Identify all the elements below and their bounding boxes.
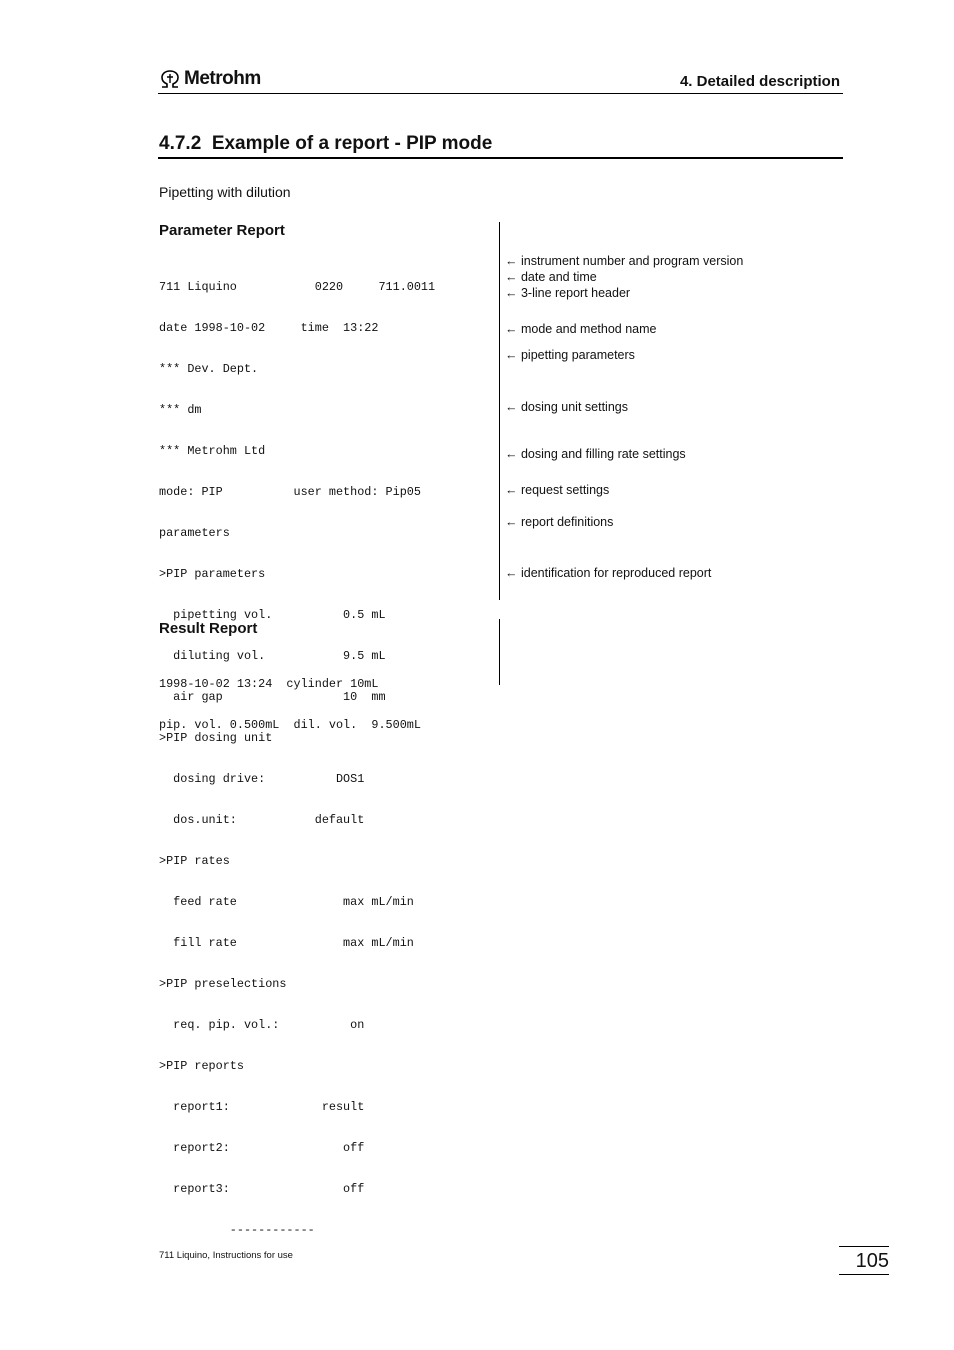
report-line: fill rate max mL/min <box>159 935 414 950</box>
report-line: *** dm <box>159 403 202 418</box>
report-line: report3: off <box>159 1181 365 1196</box>
section-title: 4.7.2 Example of a report - PIP mode <box>159 133 493 154</box>
report-annotation-divider <box>499 222 500 600</box>
report-line: 711 Liquino 0220 711.0011 <box>159 280 436 295</box>
report-line: >PIP rates <box>159 853 230 868</box>
footer-document-title: 711 Liquino, Instructions for use <box>159 1250 293 1261</box>
report-line: dos.unit: default <box>159 812 365 827</box>
report-line: >PIP parameters <box>159 567 266 582</box>
header-divider <box>158 93 843 94</box>
annotation-reproduced-report: ← identification for reproduced report <box>505 566 712 580</box>
annotation-rates: ← dosing and filling rate settings <box>505 447 686 461</box>
report-line: >PIP reports <box>159 1058 244 1073</box>
report-line: *** Metrohm Ltd <box>159 444 266 459</box>
section-divider <box>158 157 843 159</box>
report-line: air gap 10 mm <box>159 690 386 704</box>
report-line: dosing drive: DOS1 <box>159 771 365 786</box>
report-line: date 1998-10-02 time 13:22 <box>159 321 379 336</box>
annotation-instrument: ← instrument number and program version <box>505 254 744 268</box>
omega-logo-icon <box>159 69 181 89</box>
parameter-report-heading: Parameter Report <box>159 222 285 239</box>
annotation-date-time: ← date and time <box>505 270 597 284</box>
result-report-printout <box>159 651 421 747</box>
logo-text: Metrohm <box>184 68 261 89</box>
report-line: diluting vol. 9.5 mL <box>159 649 386 664</box>
page-number: 105 <box>839 1246 889 1275</box>
chapter-title: 4. Detailed description <box>679 73 840 90</box>
report-line: feed rate max mL/min <box>159 894 414 909</box>
report-line: 1998-10-02 13:24 cylinder 10mL <box>159 677 379 692</box>
report-line: ------------ <box>159 1222 315 1237</box>
report-line: >PIP preselections <box>159 976 287 991</box>
annotation-mode-method: ← mode and method name <box>505 322 657 336</box>
annotation-request-settings: ← request settings <box>505 483 610 497</box>
result-report-divider <box>499 619 500 685</box>
report-line: *** Dev. Dept. <box>159 362 259 377</box>
section-subtitle: Pipetting with dilution <box>159 184 291 200</box>
annotation-report-header: ← 3-line report header <box>505 286 631 300</box>
annotation-dosing-unit: ← dosing unit settings <box>505 400 628 414</box>
report-line: pip. vol. 0.500mL dil. vol. 9.500mL <box>159 718 421 733</box>
parameter-report-printout <box>159 254 435 1251</box>
report-line: mode: PIP user method: Pip05 <box>159 485 421 500</box>
result-report-heading: Result Report <box>159 620 258 637</box>
report-line: req. pip. vol.: on <box>159 1017 365 1032</box>
report-line: >PIP dosing unit <box>159 730 273 745</box>
report-line: parameters <box>159 526 230 541</box>
report-line: report1: result <box>159 1099 365 1114</box>
report-line: pipetting vol. 0.5 mL <box>159 608 386 623</box>
annotation-report-definitions: ← report definitions <box>505 515 614 529</box>
annotation-pipetting-parameters: ← pipetting parameters <box>505 348 635 362</box>
report-line: report2: off <box>159 1140 365 1155</box>
metrohm-logo <box>159 68 261 90</box>
